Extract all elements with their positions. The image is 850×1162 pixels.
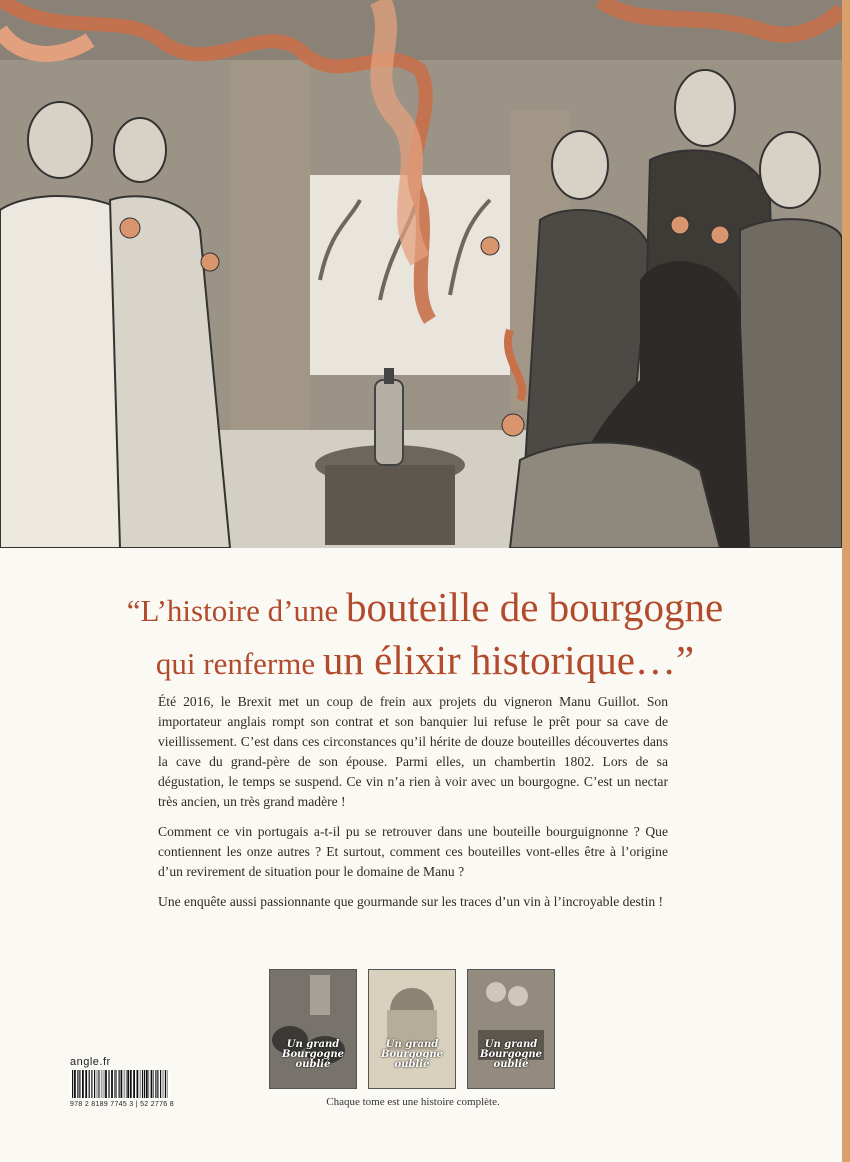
synopsis	[158, 692, 668, 922]
tagline-line-1	[0, 583, 850, 631]
volume-3-cover[interactable]	[467, 969, 555, 1089]
synopsis-paragraph: Comment ce vin portugais a-t-il pu se retrouver dans une bouteille bourguignonne ? Que contiennent les onze autres ? Et surtout, comment ces bouteilles vont-elles être à l’origine d’un revirement de situation pour le domaine de Manu ?	[158, 824, 668, 879]
tagline-emphasis-1: bouteille de bourgogne	[345, 584, 724, 630]
series-caption: Chaque tome est une histoire complète.	[326, 1096, 500, 1108]
barcode-number: 978 2 8189 7745 3 | 52 2776 8	[70, 1101, 174, 1108]
volume-2-art	[369, 970, 455, 1088]
barcode-icon	[70, 1070, 170, 1098]
volume-3-title: Un grand Bourgogne oublié	[480, 1039, 542, 1070]
volume-1-cover[interactable]	[269, 969, 357, 1089]
tagline-line-2	[0, 636, 850, 684]
cover-illustration	[0, 0, 842, 548]
volume-2-title: Un grand Bourgogne oublié	[381, 1039, 443, 1070]
volume-3-art	[468, 970, 554, 1088]
synopsis-paragraph: Une enquête aussi passionnante que gourmande sur les traces d’un vin à l’incroyable destin !	[158, 894, 664, 909]
synopsis-paragraph: Été 2016, le Brexit met un coup de frein aux projets du vigneron Manu Guillot. Son importateur anglais rompt son contrat et son banquier lui refuse le prêt pour sa cave de vieillissement. C’est dans ces circonstances qu’il hérite de douze bouteilles découvertes dans la cave du grand-père de son épouse. Parmi elles, un chambertin 1802. Lors de sa dégustation, le temps se suspend. Ce vin n’a rien à voir avec un bourgogne. C’est un nectar très ancien, un très grand madère !	[158, 694, 668, 809]
volume-1-title: Un grand Bourgogne oublié	[282, 1039, 344, 1070]
publisher-site[interactable]: angle.fr	[70, 1056, 111, 1068]
volume-1-art	[270, 970, 356, 1088]
tagline-emphasis-2: un élixir historique…”	[322, 637, 695, 683]
volume-2-cover[interactable]	[368, 969, 456, 1089]
tagline-mid: qui renferme	[155, 646, 323, 681]
wine-tasting-cellar-illustration	[0, 0, 842, 548]
tagline-open: “L’histoire d’une	[126, 593, 346, 628]
